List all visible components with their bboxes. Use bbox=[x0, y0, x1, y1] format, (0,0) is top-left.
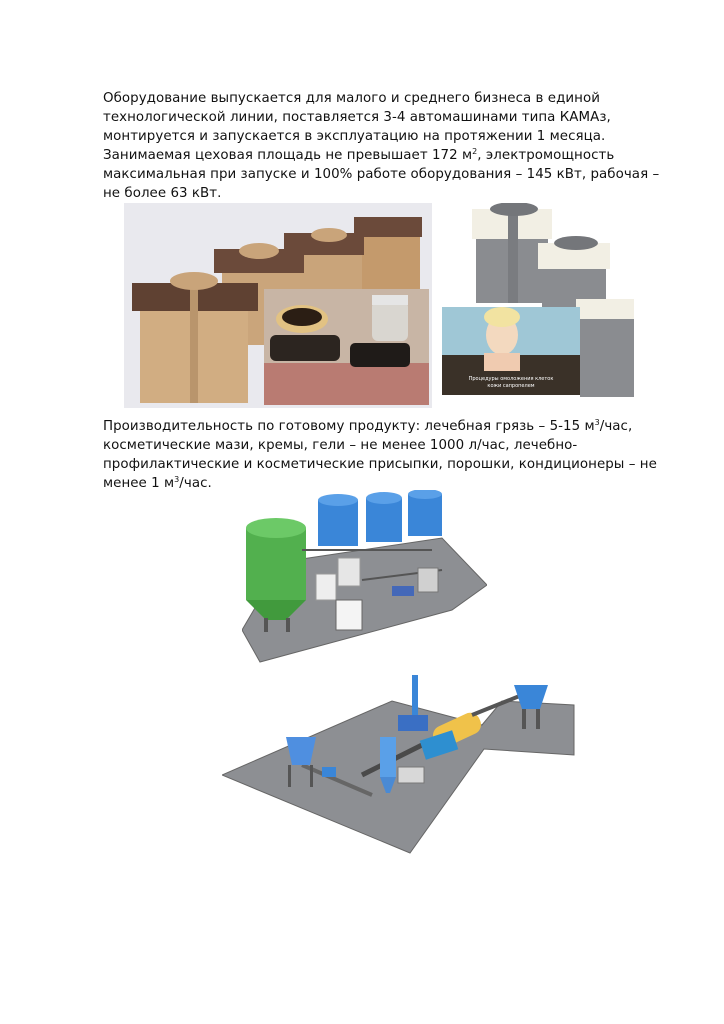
text-fragment: /час, bbox=[599, 419, 633, 434]
photo-caption: Процедуры омоложения клеток bbox=[468, 376, 554, 382]
text-line: максимальная при запуске и 100% работе оборудования – 145 кВт, рабочая – bbox=[103, 167, 660, 182]
text-fragment: Производительность по готовому продукту: лечебная грязь – 5-15 м bbox=[103, 419, 595, 434]
spa-mud-bath-photo bbox=[442, 307, 580, 395]
capacity-paragraph bbox=[103, 417, 673, 493]
text-line: технологической линии, поставляется 3-4 автомашинами типа КАМАз, bbox=[103, 110, 611, 125]
superscript: 3 bbox=[174, 475, 180, 484]
text-line bbox=[103, 417, 673, 436]
text-fragment: Занимаемая цеховая площадь не превышает 172 м bbox=[103, 148, 473, 163]
photo-caption: кожи сапропелем bbox=[487, 383, 535, 389]
blue-tanks bbox=[318, 490, 442, 546]
text-line: профилактические и косметические присыпки, порошки, кондиционеры – не bbox=[103, 457, 657, 472]
superscript: 3 bbox=[594, 418, 600, 427]
text-fragment: менее 1 м bbox=[103, 476, 175, 491]
text-line: Оборудование выпускается для малого и среднего бизнеса в единой bbox=[103, 91, 600, 106]
superscript: 2 bbox=[472, 147, 478, 156]
text-line: монтируется и запускается в эксплуатацию на протяжении 1 месяца. bbox=[103, 129, 606, 144]
text-line: косметические мази, кремы, гели – не менее 1000 л/час, лечебно- bbox=[103, 438, 578, 453]
mud-jars-photo bbox=[264, 289, 429, 405]
product-photo-collage bbox=[124, 203, 634, 408]
text-line bbox=[103, 146, 673, 165]
intro-paragraph bbox=[103, 89, 673, 203]
text-fragment: /час. bbox=[179, 476, 212, 491]
text-fragment: , электромощность bbox=[477, 148, 615, 163]
production-line-tanks-illustration bbox=[242, 490, 487, 665]
production-line-dryer-illustration bbox=[222, 675, 582, 855]
text-line: не более 63 кВт. bbox=[103, 186, 222, 201]
